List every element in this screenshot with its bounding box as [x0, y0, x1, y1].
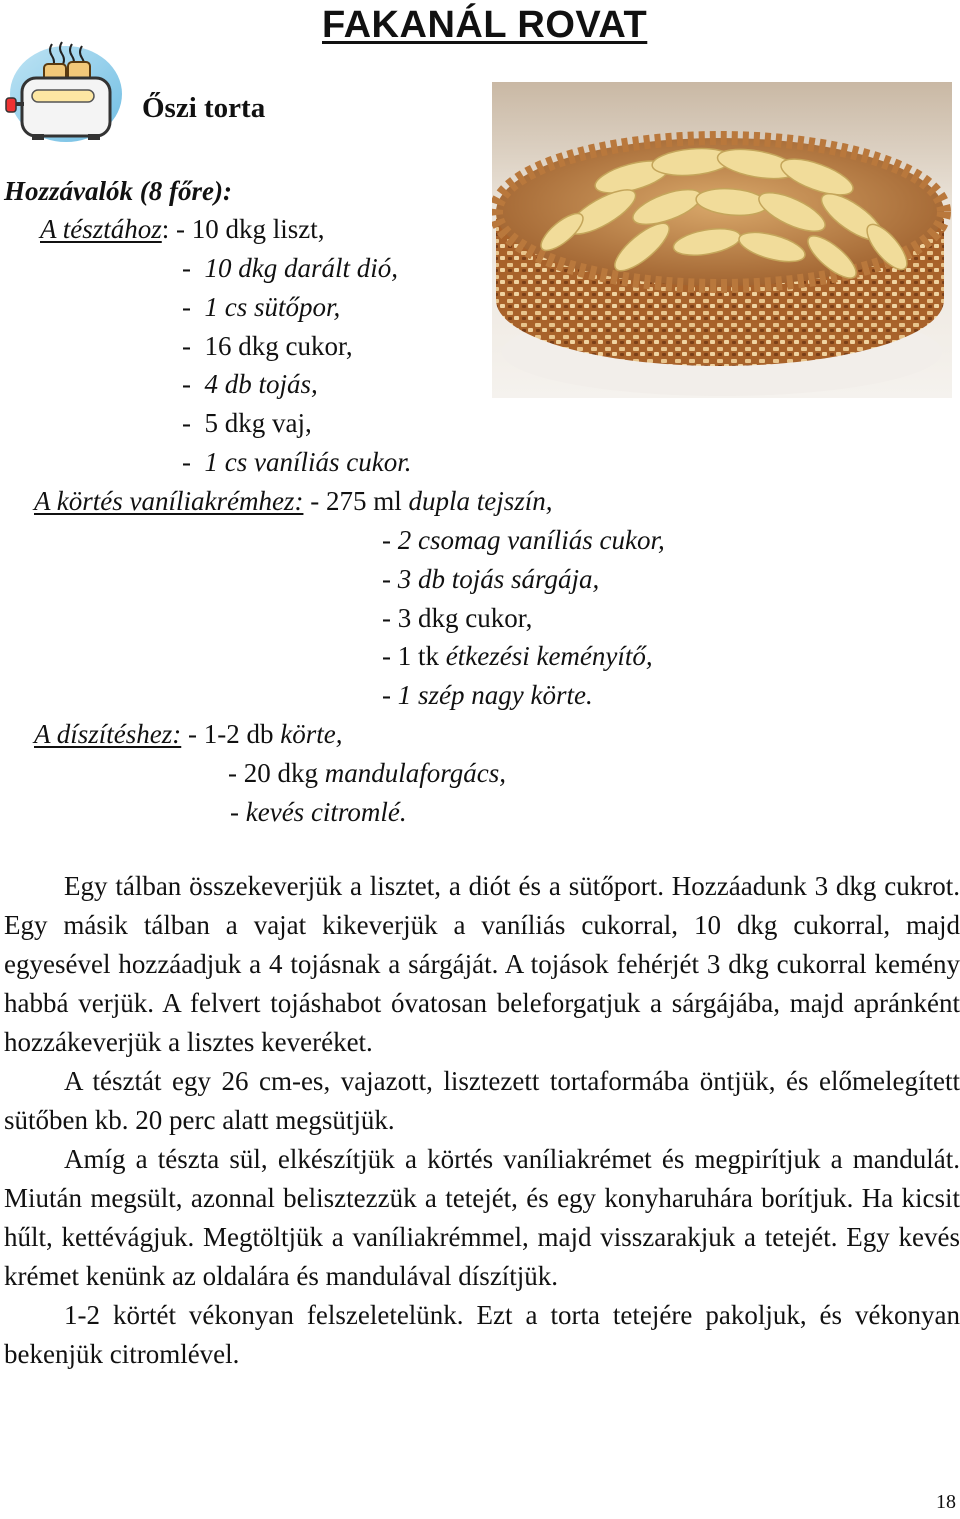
dough-item-3: 1 cs sütőpor, [204, 292, 341, 322]
cream-item-6-name: 1 szép nagy körte. [397, 680, 593, 710]
decoration-label: A díszítéshez: [34, 719, 182, 749]
dough-item-2: 10 dkg darált dió, [204, 253, 398, 283]
instruction-paragraph: Egy tálban összekeverjük a lisztet, a diót és a sütőport. Hozzáadunk 3 dkg cukrot. Egy másik tálban a vajat kikeverjük a vaníliás cukorral, 10 dkg cukorral, majd egyesével hozzáadjuk a 4 tojásnak a sárgáját. A tojások fehérjét 3 dkg cukorral kemény habbá verjük. A felvert tojáshabot óvatosan beleforgatjuk a sárgájába, majd apránként hozzákeverjük a lisztes keveréket. [4, 871, 960, 1057]
cream-item-3-name: tojás sárgája, [451, 564, 600, 594]
instruction-paragraph: A tésztát egy 26 cm-es, vajazott, lisztezett tortaformába öntjük, és előmelegített sütőben kb. 20 perc alatt megsütjük. [4, 1066, 960, 1135]
cream-line-2: - 2 csomag vaníliás cukor, [382, 525, 665, 555]
cream-line-3: - 3 db tojás sárgája, [382, 564, 600, 594]
decoration-line-3: - kevés citromlé. [230, 797, 407, 827]
cream-line-4: - 3 dkg cukor, [382, 603, 533, 633]
dough-item-5: 4 db tojás, [204, 369, 318, 399]
decoration-item-2-name: mandulaforgács, [324, 758, 506, 788]
cream-item-5-name: étkezési keményítő, [445, 641, 653, 671]
cream-item-1-amount: 275 ml [325, 486, 402, 516]
instruction-paragraph: Amíg a tészta sül, elkészítjük a körtés vaníliakrémet és megpirítjuk a mandulát. Miután megsült, azonnal belisztezzük a tetejét, és egy konyharuhára borítjuk. Ha kicsit hűlt, kettévágjuk. Megtöltjük a vaníliakrémmel, majd visszarakjuk a tetejét. Egy kevés krémet kenünk az oldalára és mandulával díszítjük. [4, 1144, 960, 1291]
cream-item-3-amount: 3 db [397, 564, 445, 594]
page-number: 18 [936, 1491, 956, 1513]
cream-line-5: - 1 tk étkezési keményítő, [382, 641, 653, 671]
dough-line-3: - 1 cs sütőpor, [182, 292, 341, 322]
section-title: FAKANÁL ROVAT [322, 4, 648, 46]
dough-item-6: 5 dkg vaj, [204, 408, 312, 438]
ingredients-heading: Hozzávalók (8 főre): [4, 176, 232, 206]
decoration-item-1-amount: 1-2 db [203, 719, 274, 749]
dough-item-4: 16 dkg cukor, [204, 331, 353, 361]
decoration-item-2-amount: 20 dkg [243, 758, 318, 788]
instruction-paragraph: 1-2 körtét vékonyan felszeletelünk. Ezt a torta tetejére pakoljuk, és vékonyan bekenjük citromlével. [4, 1300, 960, 1369]
decoration-line-1: A díszítéshez: - 1-2 db körte, [34, 719, 343, 749]
decoration-line-2: - 20 dkg mandulaforgács, [228, 758, 506, 788]
cream-label: A körtés vaníliakrémhez: [34, 486, 304, 516]
cream-line-6: - 1 szép nagy körte. [382, 680, 593, 710]
dough-item-7: 1 cs vaníliás cukor. [204, 447, 412, 477]
dough-line-5: - 4 db tojás, [182, 369, 318, 399]
dough-line-1: A tésztához: - 10 dkg liszt, [40, 214, 325, 244]
dough-line-6: - 5 dkg vaj, [182, 408, 312, 438]
toaster-icon [2, 34, 124, 146]
cream-item-2-name: vaníliás cukor, [507, 525, 665, 555]
cream-item-4-amount: 3 dkg cukor, [397, 603, 533, 633]
cream-line-1: A körtés vaníliakrémhez: - 275 ml dupla tejszín, [34, 486, 553, 516]
dough-line-7: - 1 cs vaníliás cukor. [182, 447, 412, 477]
recipe-title: Őszi torta [142, 92, 266, 124]
dough-line-4: - 16 dkg cukor, [182, 331, 353, 361]
decoration-item-3-name: kevés citromlé. [245, 797, 407, 827]
dough-line-2: - 10 dkg darált dió, [182, 253, 398, 283]
pear-almond-cake-photo [492, 82, 952, 398]
cream-item-1-name: dupla tejszín, [408, 486, 553, 516]
dough-item-1: 10 dkg liszt, [191, 214, 325, 244]
dough-label: A tésztához [40, 214, 162, 244]
cream-item-2-amount: 2 csomag [397, 525, 501, 555]
instructions [4, 867, 960, 1374]
cream-item-5-amount: 1 tk [397, 641, 440, 671]
decoration-item-1-name: körte, [280, 719, 343, 749]
